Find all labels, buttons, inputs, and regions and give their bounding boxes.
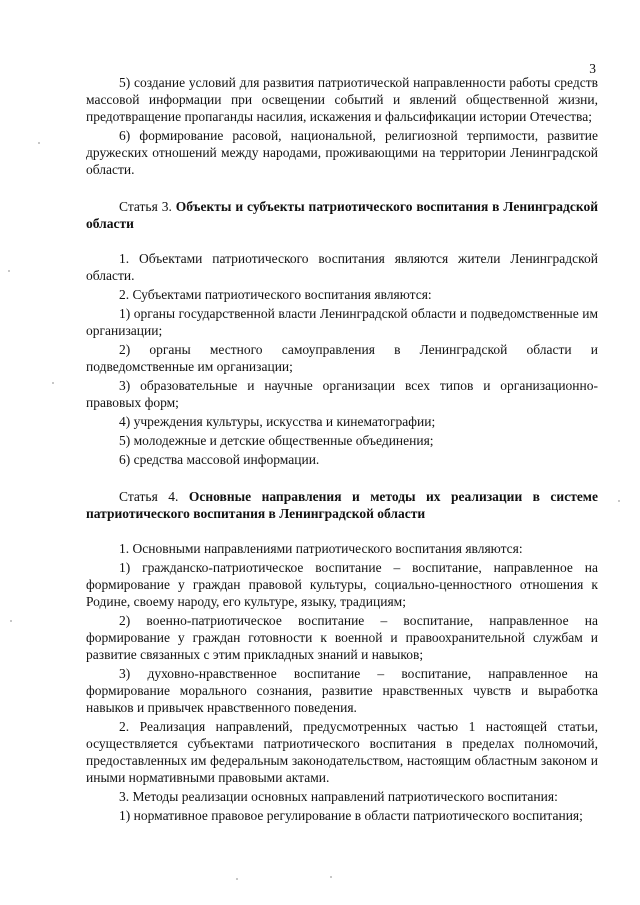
article-number: Статья 4. bbox=[119, 489, 179, 504]
paragraph: 3. Методы реализации основных направлений патриотического воспитания: bbox=[119, 789, 558, 804]
paragraph-gap bbox=[86, 180, 598, 198]
paragraph: 1) органы государственной власти Ленинградской области и подведомственные им организации; bbox=[86, 306, 598, 338]
article-title: Основные направления и методы их реализации в системе патриотического воспитания в Ленинградской области bbox=[86, 489, 598, 521]
paragraph: 2) военно-патриотическое воспитание – воспитание, направленное на формирование у граждан готовности к военной и правоохранительной службам и развитие связанных с этим прикладных знаний и навыков; bbox=[86, 613, 598, 662]
scan-speck bbox=[236, 878, 238, 880]
paragraph: 2) органы местного самоуправления в Ленинградской области и подведомственные им организации; bbox=[86, 342, 598, 374]
article-heading bbox=[86, 198, 598, 232]
paragraph: 1. Объектами патриотического воспитания являются жители Ленинградской области. bbox=[86, 251, 598, 283]
scan-speck bbox=[10, 620, 12, 622]
scan-speck bbox=[38, 142, 40, 144]
paragraph: 6) средства массовой информации. bbox=[119, 452, 320, 467]
paragraph-gap bbox=[86, 232, 598, 250]
paragraph: 2. Реализация направлений, предусмотренных частью 1 настоящей статьи, осуществляется субъектами патриотического воспитания в пределах полномочий, предоставленных им федеральным законодательством, настоящим областным законом и иными нормативными правовыми актами. bbox=[86, 719, 598, 785]
paragraph: 5) молодежные и детские общественные объединения; bbox=[119, 433, 434, 448]
scan-speck bbox=[618, 500, 620, 502]
paragraph: 3) духовно-нравственное воспитание – воспитание, направленное на формирование морального сознания, развитие нравственных чувств и выработка навыков и привычек нравственного поведения. bbox=[86, 666, 598, 715]
paragraph: 1) гражданско-патриотическое воспитание – воспитание, направленное на формирование у граждан правовой культуры, социально-ценностного отношения к Родине, своему народу, его культуре, языку, традициям; bbox=[86, 560, 598, 609]
paragraph: 1) нормативное правовое регулирование в области патриотического воспитания; bbox=[119, 808, 583, 823]
scan-speck bbox=[8, 270, 10, 272]
paragraph: 5) создание условий для развития патриотической направленности работы средств массовой информации при освещении событий и явлений общественной жизни, предотвращение пропаганды насилия, искажения и фальсификации истории Отечества; bbox=[86, 75, 598, 124]
scan-speck bbox=[330, 876, 332, 878]
document-body bbox=[86, 74, 598, 826]
article-number: Статья 3. bbox=[119, 199, 172, 214]
paragraph: 4) учреждения культуры, искусства и кинематографии; bbox=[119, 414, 436, 429]
paragraph: 6) формирование расовой, национальной, религиозной терпимости, развитие дружеских отношений между народами, проживающими на территории Ленинградской области. bbox=[86, 128, 598, 177]
paragraph-gap bbox=[86, 522, 598, 540]
paragraph: 3) образовательные и научные организации всех типов и организационно-правовых форм; bbox=[86, 378, 598, 410]
page-number: 3 bbox=[589, 61, 596, 76]
article-heading bbox=[86, 488, 598, 522]
paragraph-gap bbox=[86, 470, 598, 488]
scan-speck bbox=[52, 382, 54, 384]
paragraph: 2. Субъектами патриотического воспитания являются: bbox=[119, 287, 432, 302]
article-title: Объекты и субъекты патриотического воспитания в Ленинградской области bbox=[86, 199, 598, 231]
paragraph: 1. Основными направлениями патриотического воспитания являются: bbox=[119, 541, 523, 556]
